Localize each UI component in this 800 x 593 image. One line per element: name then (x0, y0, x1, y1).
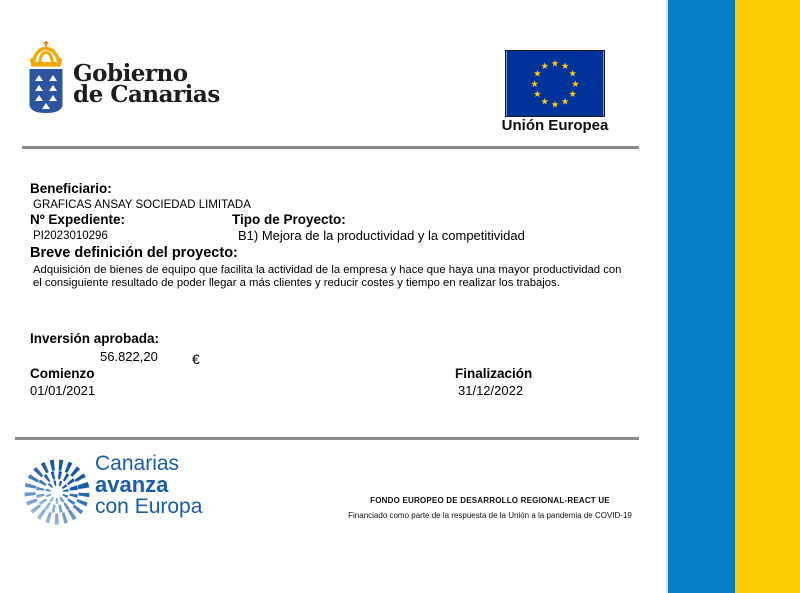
top-divider (22, 146, 639, 149)
eu-flag-icon (505, 50, 605, 117)
svg-text:★: ★ (540, 61, 549, 73)
svg-text:★: ★ (530, 78, 539, 90)
crown-cross-icon (44, 41, 49, 47)
canarias-avanza-swirl-icon (22, 452, 92, 534)
svg-text:★: ★ (568, 68, 577, 80)
eu-flag-caption: Unión Europea (501, 117, 609, 134)
svg-text:★: ★ (561, 96, 570, 108)
beneficiario-value: GRAFICAS ANSAY SOCIEDAD LIMITADA (33, 199, 251, 211)
edge-stripe-blue (666, 0, 735, 593)
svg-text:★: ★ (561, 61, 570, 73)
canarias-avanza-line1: Canarias (95, 452, 180, 475)
edge-stripe-yellow (735, 0, 800, 593)
canarias-coat-of-arms-icon (27, 40, 65, 115)
crown-inner-arch (40, 53, 53, 64)
funding-statement (320, 496, 660, 520)
expediente-label: Nº Expediente: (30, 212, 125, 227)
fondo-europeo-line: FONDO EUROPEO DE DESARROLLO REGIONAL-REACT UE (370, 496, 610, 505)
finalizacion-date: 31/12/2022 (458, 383, 524, 398)
gobierno-wordmark-line1: Gobierno (73, 60, 188, 87)
svg-text:★: ★ (571, 78, 580, 90)
crown-base-band (31, 62, 61, 67)
canarias-avanza-wordmark (95, 453, 202, 517)
gobierno-wordmark-line2: de Canarias (73, 81, 220, 108)
euro-sign: € (192, 351, 200, 367)
canarias-avanza-line2: avanza (95, 472, 169, 497)
tipo-proyecto-label: Tipo de Proyecto: (232, 212, 346, 227)
beneficiario-label: Beneficiario: (30, 181, 112, 196)
svg-text:★: ★ (533, 89, 542, 101)
canarias-avanza-line3: con Europa (95, 495, 203, 518)
covid-financing-line: Financiado como parte de la respuesta de la Unión a la pandemia de COVID-19 (348, 511, 632, 520)
svg-text:★: ★ (550, 99, 560, 111)
expediente-value: PI2023010296 (33, 230, 108, 242)
inversion-label: Inversión aprobada: (30, 331, 160, 346)
svg-text:★: ★ (550, 58, 560, 70)
svg-text:★: ★ (540, 96, 549, 108)
finalizacion-label: Finalización (455, 366, 533, 381)
definicion-value: Adquisición de bienes de equipo que facilita la actividad de la empresa y hace que haya una mayor productividad con el consiguiente resultado de poder llegar a más clientes y reducir costes y tiempo en realizar los trabajos. (33, 264, 622, 289)
svg-text:★: ★ (533, 68, 542, 80)
comienzo-label: Comienzo (30, 366, 95, 381)
tipo-proyecto-value: B1) Mejora de la productividad y la competitividad (238, 228, 525, 243)
crown-outer-arch (33, 49, 59, 64)
definicion-label: Breve definición del proyecto: (30, 245, 238, 261)
comienzo-date: 01/01/2021 (30, 383, 96, 398)
svg-text:★: ★ (568, 89, 577, 101)
gobierno-wordmark (73, 60, 220, 108)
bottom-divider (15, 437, 639, 440)
inversion-amount: 56.822,20 (100, 349, 158, 364)
